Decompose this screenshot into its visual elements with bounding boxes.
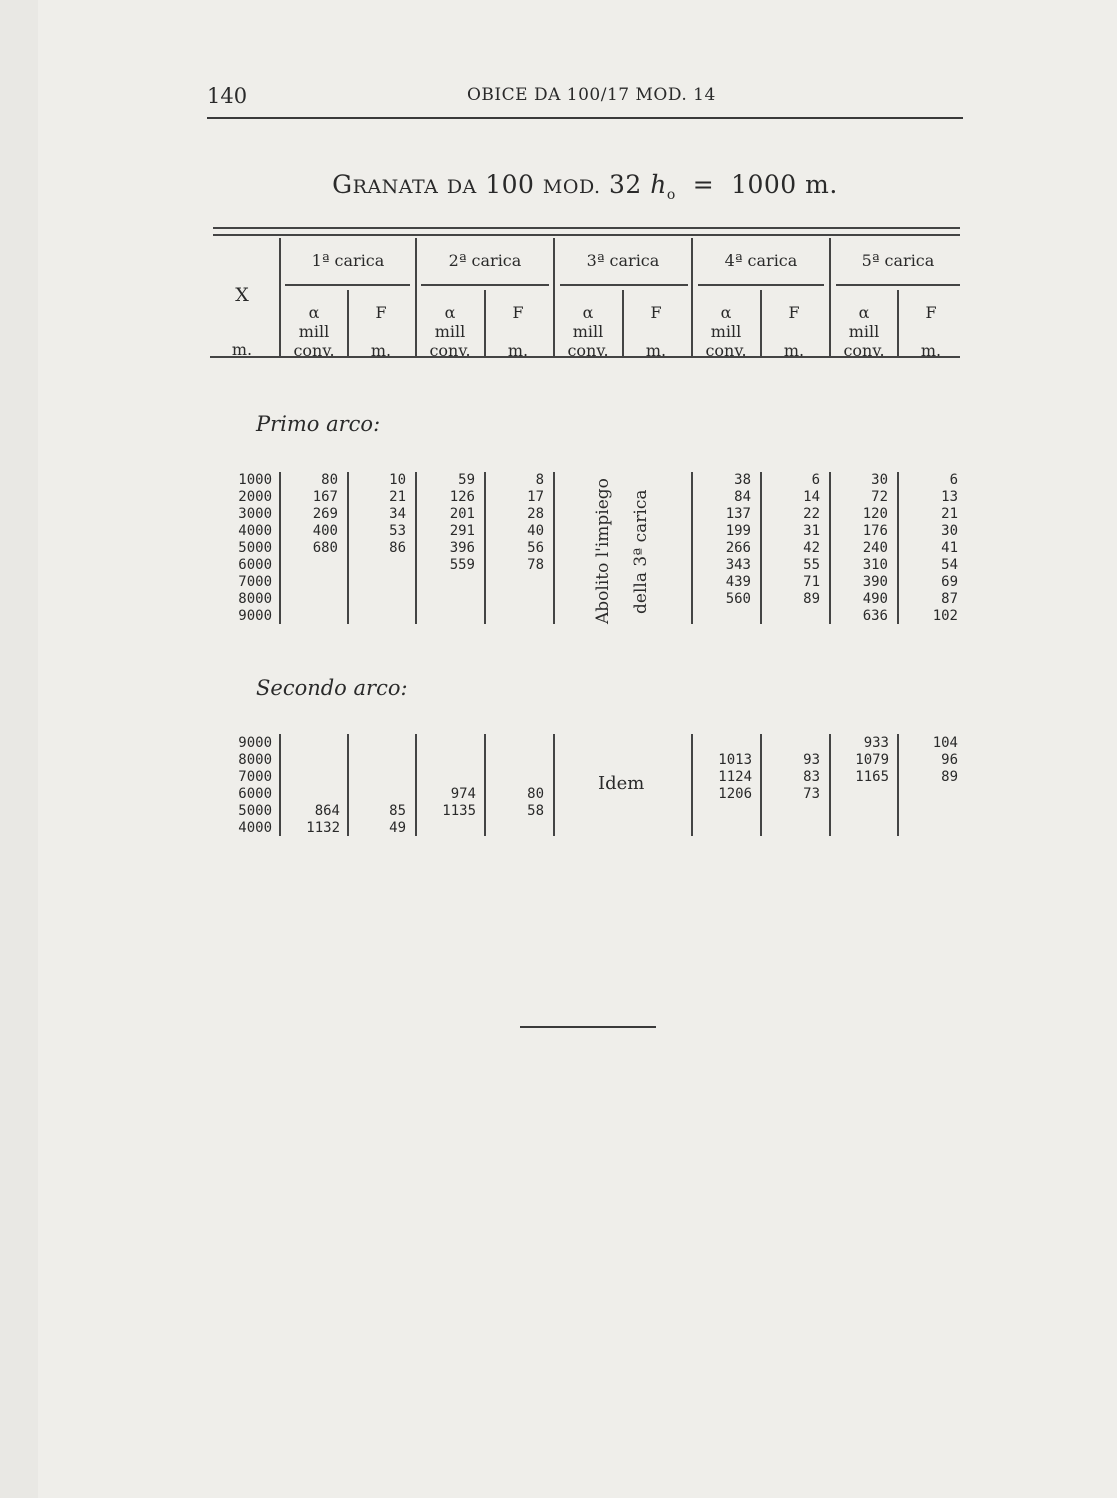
table-cell: 400 <box>312 523 338 539</box>
table-cell <box>906 820 958 837</box>
table-cell <box>494 735 544 752</box>
alpha-unit: mill <box>572 322 604 341</box>
table-cell <box>358 608 406 625</box>
table-cell <box>290 735 340 752</box>
title-part: G <box>332 170 353 199</box>
alpha-unit: mill <box>848 322 880 341</box>
title-part: DA <box>446 176 477 198</box>
table-cell: 390 <box>862 574 888 590</box>
table-cell: 396 <box>449 540 475 556</box>
table-cell: 17 <box>527 489 544 505</box>
table-cell: 31 <box>803 523 820 539</box>
closing-rule <box>520 1026 656 1028</box>
alpha-header <box>557 303 619 360</box>
table-cell <box>701 803 752 820</box>
table-cell: 69 <box>941 574 958 590</box>
title-part: RANATA <box>352 176 439 198</box>
header-subdivider <box>484 290 486 356</box>
body-divider <box>760 734 762 836</box>
table-cell: 104 <box>932 735 958 751</box>
body-divider <box>691 734 693 836</box>
table-cell <box>769 608 820 625</box>
table-cell: 5000 <box>238 803 272 819</box>
table-cell: 199 <box>725 523 751 539</box>
table-cell: 126 <box>449 489 475 505</box>
table-cell <box>426 574 475 591</box>
table-cell: 680 <box>312 540 338 556</box>
charge-subrule <box>836 284 960 286</box>
table-cell: 4000 <box>238 820 272 836</box>
charge-subrule <box>285 284 410 286</box>
f-header <box>763 303 825 360</box>
header-divider <box>415 238 417 356</box>
charge-label: 3ª carica <box>586 251 660 270</box>
table-cell <box>290 752 340 769</box>
table-cell: 310 <box>862 557 888 573</box>
alpha-unit: conv. <box>429 341 471 360</box>
table-cell: 14 <box>803 489 820 505</box>
table-cell: 1079 <box>855 752 889 768</box>
table-cell: 1000 <box>238 472 272 488</box>
body-divider <box>415 734 417 836</box>
table-cell: 34 <box>389 506 406 522</box>
table-cell: 42 <box>803 540 820 556</box>
table-cell: 13 <box>941 489 958 505</box>
table-cell: 6 <box>811 472 820 488</box>
table-cell: 176 <box>862 523 888 539</box>
table-cell <box>290 574 338 591</box>
x-label: X <box>235 284 249 306</box>
table-cell: 490 <box>862 591 888 607</box>
table-cell: 167 <box>312 489 338 505</box>
table-cell: 7000 <box>238 574 272 590</box>
alpha-symbol: α <box>858 303 870 322</box>
header-subdivider <box>622 290 624 356</box>
primo-x-column <box>226 472 272 625</box>
alpha-symbol: α <box>582 303 594 322</box>
table-cell: 41 <box>941 540 958 556</box>
running-title: OBICE DA 100/17 MOD. 14 <box>467 85 716 105</box>
table-cell: 86 <box>389 540 406 556</box>
charge-label: 4ª carica <box>724 251 798 270</box>
f-symbol: F <box>925 303 937 322</box>
table-cell <box>426 608 475 625</box>
table-cell: 30 <box>871 472 888 488</box>
table-cell: 89 <box>803 591 820 607</box>
title-part: 1000 m. <box>731 170 838 199</box>
table-cell: 439 <box>725 574 751 590</box>
table-cell: 96 <box>941 752 958 768</box>
primo-c4-f-column <box>769 472 820 625</box>
title-part: 32 <box>609 170 642 199</box>
table-cell: 1135 <box>442 803 476 819</box>
alpha-unit: mill <box>710 322 742 341</box>
f-unit: m. <box>783 341 805 360</box>
f-unit: m. <box>645 341 667 360</box>
table-cell: 974 <box>450 786 476 802</box>
table-cell: 4000 <box>238 523 272 539</box>
table-cell: 2000 <box>238 489 272 505</box>
table-cell: 102 <box>932 608 958 624</box>
primo-c2-alpha-column <box>426 472 475 625</box>
table-cell <box>494 820 544 837</box>
charge-subrule <box>421 284 549 286</box>
table-cell: 28 <box>527 506 544 522</box>
table-cell <box>290 557 338 574</box>
table-cell <box>701 820 752 837</box>
secondo-c2-f-column <box>494 735 544 837</box>
table-cell: 559 <box>449 557 475 573</box>
f-unit: m. <box>507 341 529 360</box>
charge-label: 2ª carica <box>448 251 522 270</box>
table-cell: 22 <box>803 506 820 522</box>
table-cell <box>494 591 544 608</box>
alpha-unit: mill <box>434 322 466 341</box>
alpha-unit: conv. <box>293 341 335 360</box>
table-cell: 85 <box>389 803 406 819</box>
table-cell <box>494 752 544 769</box>
alpha-header <box>695 303 757 360</box>
table-cell <box>494 769 544 786</box>
secondo-c5-alpha-column <box>838 735 889 837</box>
table-cell: 8000 <box>238 591 272 607</box>
table-cell: 59 <box>458 472 475 488</box>
table-cell: 6000 <box>238 786 272 802</box>
table-cell <box>426 591 475 608</box>
body-divider <box>553 734 555 836</box>
table-cell <box>290 769 340 786</box>
table-cell: 5000 <box>238 540 272 556</box>
table-cell: 21 <box>941 506 958 522</box>
alpha-symbol: α <box>308 303 320 322</box>
table-cell: 6000 <box>238 557 272 573</box>
table-cell: 269 <box>312 506 338 522</box>
table-cell <box>358 591 406 608</box>
header-divider <box>691 238 693 356</box>
body-divider <box>347 472 349 624</box>
table-cell: 560 <box>725 591 751 607</box>
table-cell: 80 <box>527 786 544 802</box>
table-cell: 10 <box>389 472 406 488</box>
table-cell: 83 <box>803 769 820 785</box>
alpha-symbol: α <box>720 303 732 322</box>
table-cell: 56 <box>527 540 544 556</box>
f-symbol: F <box>512 303 524 322</box>
table-cell: 8000 <box>238 752 272 768</box>
table-cell <box>426 735 476 752</box>
title-part: o <box>666 187 676 203</box>
table-cell: 54 <box>941 557 958 573</box>
secondo-x-column <box>226 735 272 837</box>
table-cell <box>769 820 820 837</box>
table-cell: 55 <box>803 557 820 573</box>
body-divider <box>484 472 486 624</box>
table-cell <box>906 786 958 803</box>
table-cell <box>426 769 476 786</box>
table-cell: 201 <box>449 506 475 522</box>
secondo-c4-f-column <box>769 735 820 837</box>
header-divider <box>829 238 831 356</box>
body-divider <box>553 472 555 624</box>
table-cell: 58 <box>527 803 544 819</box>
body-divider <box>760 472 762 624</box>
table-cell: 137 <box>725 506 751 522</box>
header-divider <box>279 238 281 356</box>
table-cell <box>358 769 406 786</box>
title-part: = <box>692 170 715 199</box>
alpha-unit: conv. <box>567 341 609 360</box>
table-cell: 1132 <box>306 820 340 836</box>
charge-subrule <box>560 284 688 286</box>
primo-c4-alpha-column <box>701 472 751 625</box>
table-cell: 30 <box>941 523 958 539</box>
table-cell: 9000 <box>238 608 272 624</box>
abolito-note-line2: della 3ª carica <box>631 489 651 614</box>
body-divider <box>484 734 486 836</box>
table-cell <box>358 735 406 752</box>
table-cell <box>358 786 406 803</box>
table-cell: 49 <box>389 820 406 836</box>
table-cell: 933 <box>863 735 889 751</box>
alpha-unit: conv. <box>843 341 885 360</box>
f-header <box>625 303 687 360</box>
table-cell: 84 <box>734 489 751 505</box>
table-cell: 89 <box>941 769 958 785</box>
table-title <box>210 170 960 203</box>
header-subdivider <box>760 290 762 356</box>
header-subdivider <box>347 290 349 356</box>
alpha-unit: conv. <box>705 341 747 360</box>
alpha-unit: mill <box>298 322 330 341</box>
body-divider <box>829 734 831 836</box>
table-cell: 6 <box>949 472 958 488</box>
table-cell: 93 <box>803 752 820 768</box>
idem-note: Idem <box>598 773 645 794</box>
alpha-header <box>833 303 895 360</box>
header-subdivider <box>897 290 899 356</box>
table-cell: 291 <box>449 523 475 539</box>
table-cell: 120 <box>862 506 888 522</box>
table-cell: 38 <box>734 472 751 488</box>
table-cell: 40 <box>527 523 544 539</box>
secondo-c5-f-column <box>906 735 958 837</box>
abolito-note-line1: Abolito l'impiego <box>593 478 613 624</box>
table-cell: 3000 <box>238 506 272 522</box>
table-cell <box>358 557 406 574</box>
table-cell <box>838 803 889 820</box>
secondo-c4-alpha-column <box>701 735 752 837</box>
table-cell: 8 <box>535 472 544 488</box>
body-divider <box>415 472 417 624</box>
body-divider <box>897 472 899 624</box>
body-divider <box>347 734 349 836</box>
charge-label: 5ª carica <box>861 251 935 270</box>
table-cell <box>290 591 338 608</box>
secondo-arco-label: Secondo arco: <box>256 676 408 700</box>
table-cell: 71 <box>803 574 820 590</box>
table-cell: 266 <box>725 540 751 556</box>
running-head <box>207 84 963 110</box>
charge-label: 1ª carica <box>311 251 385 270</box>
alpha-header <box>283 303 345 360</box>
table-cell: 9000 <box>238 735 272 751</box>
table-cell: 1206 <box>718 786 752 802</box>
secondo-c1-alpha-column <box>290 735 340 837</box>
table-cell <box>426 752 476 769</box>
table-cell <box>701 608 751 625</box>
charge-subrule <box>698 284 824 286</box>
table-cell: 21 <box>389 489 406 505</box>
table-cell: 72 <box>871 489 888 505</box>
table-cell <box>769 735 820 752</box>
table-cell <box>838 820 889 837</box>
table-cell: 87 <box>941 591 958 607</box>
table-top-rule <box>213 227 960 229</box>
table-cell: 7000 <box>238 769 272 785</box>
alpha-header <box>419 303 481 360</box>
f-unit: m. <box>370 341 392 360</box>
table-cell <box>701 735 752 752</box>
table-cell: 53 <box>389 523 406 539</box>
header-rule <box>207 117 963 119</box>
primo-c5-alpha-column <box>838 472 888 625</box>
table-cell <box>290 786 340 803</box>
f-unit: m. <box>920 341 942 360</box>
table-cell: 240 <box>862 540 888 556</box>
f-header <box>350 303 412 360</box>
x-unit: m. <box>231 340 253 359</box>
title-part: h <box>650 170 667 199</box>
f-header <box>900 303 962 360</box>
title-part: 100 <box>485 170 535 199</box>
table-cell: 636 <box>862 608 888 624</box>
table-cell <box>426 820 476 837</box>
secondo-c1-f-column <box>358 735 406 837</box>
table-cell: 1013 <box>718 752 752 768</box>
table-cell <box>358 752 406 769</box>
body-divider <box>279 472 281 624</box>
table-cell: 78 <box>527 557 544 573</box>
table-cell: 343 <box>725 557 751 573</box>
table-top-rule-2 <box>213 234 960 236</box>
alpha-symbol: α <box>444 303 456 322</box>
table-cell: 73 <box>803 786 820 802</box>
table-cell: 80 <box>321 472 338 488</box>
table-cell <box>494 608 544 625</box>
title-part: MOD. <box>542 176 601 198</box>
header-divider <box>553 238 555 356</box>
f-symbol: F <box>788 303 800 322</box>
primo-c1-f-column <box>358 472 406 625</box>
page-number: 140 <box>207 84 248 108</box>
body-divider <box>897 734 899 836</box>
table-cell <box>838 786 889 803</box>
table-cell: 864 <box>314 803 340 819</box>
table-cell <box>906 803 958 820</box>
primo-c1-alpha-column <box>290 472 338 625</box>
primo-c5-f-column <box>906 472 958 625</box>
table-cell: 1165 <box>855 769 889 785</box>
f-header <box>487 303 549 360</box>
table-cell: 1124 <box>718 769 752 785</box>
f-symbol: F <box>650 303 662 322</box>
body-divider <box>279 734 281 836</box>
primo-c2-f-column <box>494 472 544 625</box>
primo-arco-label: Primo arco: <box>256 412 381 436</box>
f-symbol: F <box>375 303 387 322</box>
table-cell <box>358 574 406 591</box>
table-cell <box>769 803 820 820</box>
table-cell <box>494 574 544 591</box>
table-cell <box>290 608 338 625</box>
secondo-c2-alpha-column <box>426 735 476 837</box>
body-divider <box>829 472 831 624</box>
body-divider <box>691 472 693 624</box>
